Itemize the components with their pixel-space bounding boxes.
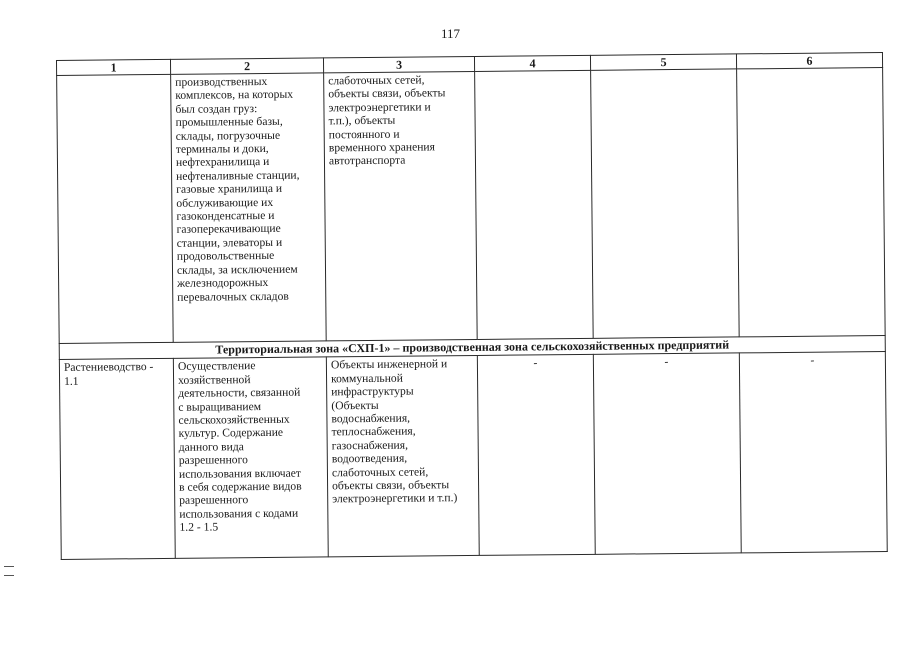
regulations-table bbox=[56, 52, 888, 560]
table-cell bbox=[171, 73, 327, 342]
text-line: объекты связи, объекты bbox=[328, 86, 446, 101]
text-line: электроэнергетики и bbox=[328, 100, 431, 115]
text-line: разрешенного bbox=[178, 453, 248, 468]
column-number: 4 bbox=[474, 55, 590, 71]
table-cell: - bbox=[477, 355, 595, 556]
text-line: газоконденсатные и bbox=[176, 208, 275, 223]
text-line: водоотведения, bbox=[331, 451, 408, 466]
text-line: станции, элеваторы и bbox=[176, 235, 283, 250]
text-line: Осуществление bbox=[177, 359, 256, 374]
text-line: 1.1 bbox=[64, 374, 79, 388]
scan-margin-mark bbox=[4, 566, 14, 576]
text-line: слаботочных сетей, bbox=[328, 73, 425, 88]
text-line: использования с кодами bbox=[179, 506, 299, 521]
text-line: сельскохозяйственных bbox=[178, 412, 290, 427]
text-line: промышленные базы, bbox=[175, 115, 283, 130]
table-cell bbox=[57, 74, 174, 343]
text-line: теплоснабжения, bbox=[331, 424, 416, 439]
table-cell bbox=[475, 70, 594, 339]
table-cell bbox=[59, 359, 175, 560]
text-line: данного вида bbox=[178, 440, 244, 454]
text-line: газоперекачивающие bbox=[176, 222, 281, 237]
text-line: водоснабжения, bbox=[331, 411, 411, 426]
text-line: железнодорожных bbox=[177, 276, 269, 290]
text-line: культур. Содержание bbox=[178, 426, 284, 441]
column-number: 2 bbox=[170, 58, 323, 74]
text-line: временного хранения bbox=[328, 140, 436, 155]
text-line: Растениеводство - bbox=[63, 360, 154, 375]
text-line: перевалочных складов bbox=[177, 289, 289, 304]
text-line: деятельности, связанной bbox=[178, 385, 301, 401]
column-number: 6 bbox=[736, 53, 882, 69]
column-number: 1 bbox=[56, 59, 170, 75]
table-cell bbox=[737, 68, 886, 337]
table-cell bbox=[173, 357, 328, 558]
text-line: склады, за исключением bbox=[176, 262, 298, 277]
text-line: коммунальной bbox=[330, 371, 403, 386]
text-line: производственных bbox=[175, 74, 268, 89]
text-line: (Объекты bbox=[331, 398, 379, 412]
text-line: разрешенного bbox=[179, 493, 249, 508]
text-line: 1.2 - 1.5 bbox=[179, 520, 219, 535]
text-line: инфраструктуры bbox=[331, 384, 414, 399]
text-line: обслуживающие их bbox=[176, 195, 274, 210]
text-line: склады, погрузочные bbox=[175, 128, 281, 143]
text-line: объекты связи, объекты bbox=[332, 478, 450, 493]
table-cell bbox=[591, 69, 740, 338]
text-line: с выращиванием bbox=[178, 399, 262, 414]
text-line: был создан груз: bbox=[175, 101, 258, 116]
text-line: т.п.), объекты bbox=[328, 113, 396, 128]
column-number: 5 bbox=[590, 54, 736, 70]
table-cell bbox=[326, 356, 479, 557]
table-cell: - bbox=[739, 352, 887, 553]
text-line: продовольственные bbox=[176, 249, 275, 264]
text-line: автотранспорта bbox=[328, 154, 406, 168]
text-line: газовые хранилища и bbox=[176, 182, 283, 197]
text-line: нефтехранилища и bbox=[175, 155, 270, 170]
text-line: хозяйственной bbox=[177, 372, 251, 387]
text-line: комплексов, на которых bbox=[175, 88, 294, 103]
text-line: электроэнергетики и т.п.) bbox=[332, 491, 458, 506]
text-line: постоянного и bbox=[328, 127, 400, 141]
text-line: газоснабжения, bbox=[331, 438, 409, 453]
text-line: в себя содержание видов bbox=[179, 479, 302, 494]
text-line: использования включает bbox=[178, 466, 302, 481]
table-row-continued bbox=[57, 68, 886, 344]
text-line: Объекты инженерной и bbox=[330, 357, 448, 372]
table-cell bbox=[324, 71, 478, 340]
text-line: слаботочных сетей, bbox=[331, 465, 429, 480]
zone-heading: Территориальная зона «СХП-1» – производственная зона сельскохозяйственных предприятий bbox=[59, 336, 885, 360]
text-line: терминалы и доки, bbox=[175, 141, 269, 156]
text-line: нефтеналивные станции, bbox=[176, 168, 300, 183]
table-row-crop-production bbox=[59, 352, 887, 560]
column-number: 3 bbox=[323, 56, 474, 72]
page-number: 117 bbox=[441, 26, 461, 41]
table-cell: - bbox=[593, 353, 741, 554]
